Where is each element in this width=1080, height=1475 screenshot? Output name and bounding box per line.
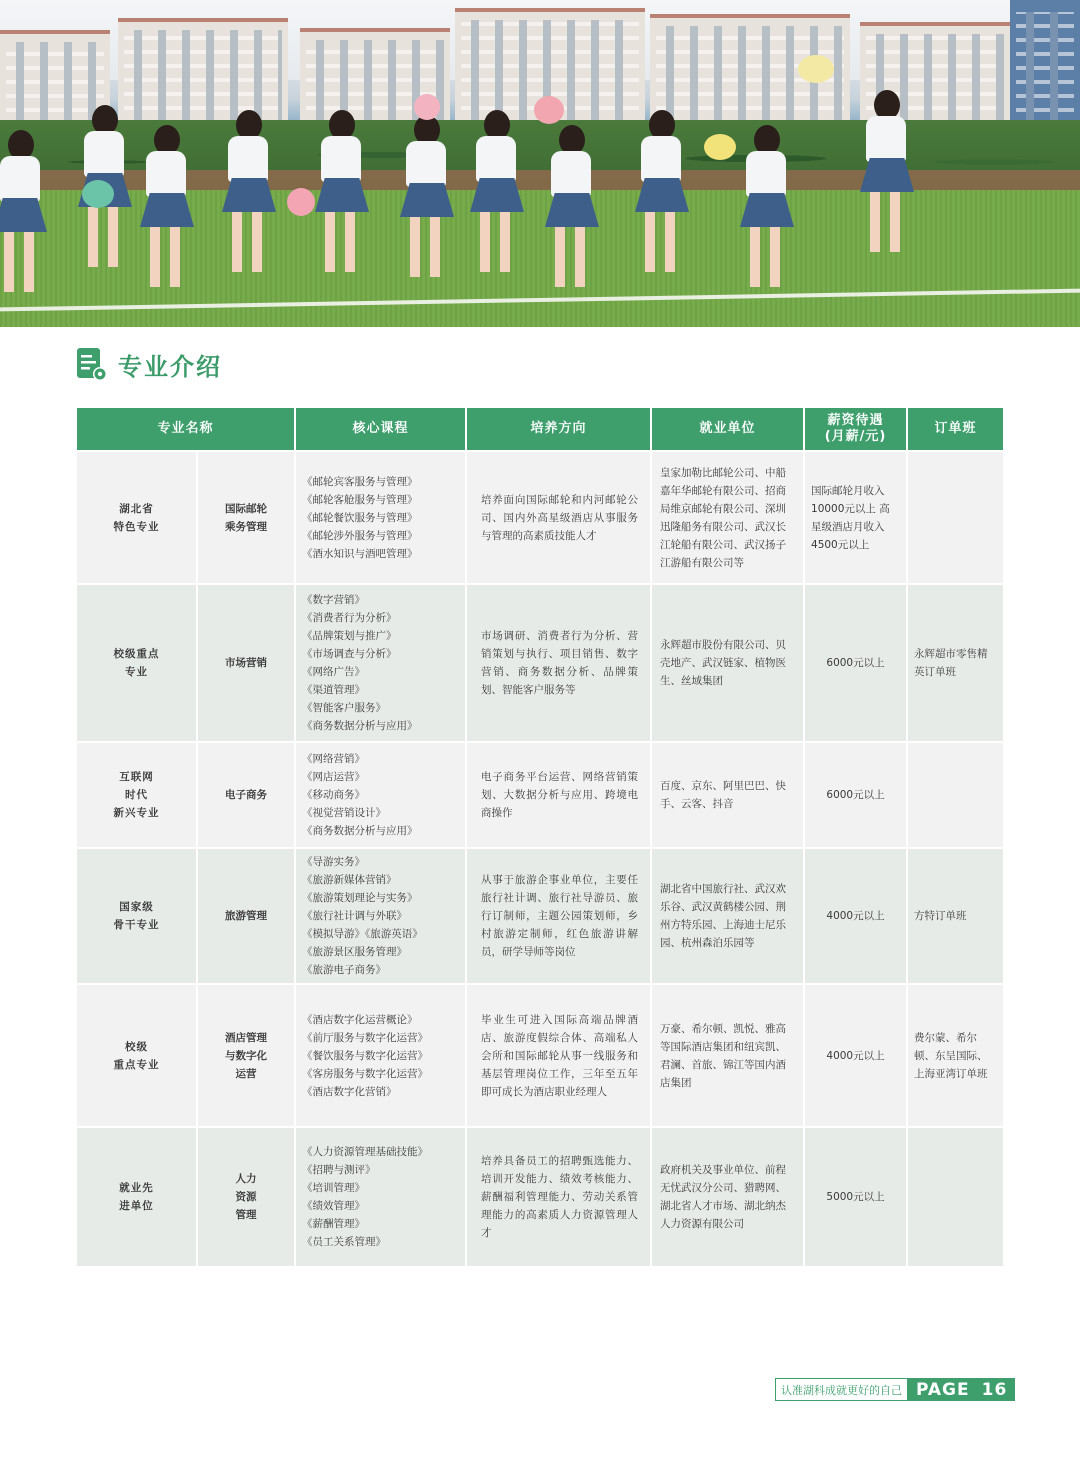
- direction-cell: 培养面向国际邮轮和内河邮轮公司、国内外高星级酒店从事服务与管理的高素质技能人才: [466, 451, 651, 584]
- major-name-line: 市场营销: [225, 657, 267, 669]
- table-row: [76, 584, 1004, 742]
- course-item: 《渠道管理》: [302, 684, 366, 696]
- category-line: 校级: [125, 1040, 148, 1053]
- table-row: [76, 848, 1004, 984]
- page-label: PAGE: [916, 1379, 970, 1400]
- order-class-cell: 费尔蒙、希尔顿、东呈国际、上海亚湾订单班: [907, 984, 1004, 1127]
- major-name-line: 运营: [235, 1067, 257, 1080]
- category-line: 重点专业: [113, 1058, 160, 1071]
- course-item: 《旅行社计调与外联》: [302, 910, 408, 922]
- course-item: 《培训管理》: [302, 1182, 366, 1194]
- category-cell: [76, 848, 197, 984]
- order-class-cell: [907, 1127, 1004, 1267]
- category-line: 国家级: [119, 901, 154, 913]
- major-name-cell: [197, 1127, 295, 1267]
- course-item: 《招聘与测评》: [302, 1164, 376, 1176]
- page-footer: [775, 1378, 1015, 1401]
- category-line: 骨干专业: [113, 919, 160, 931]
- course-item: 《模拟导游》《旅游英语》: [302, 928, 423, 940]
- major-name-line: 与数字化: [225, 1049, 267, 1062]
- category-cell: [76, 742, 197, 848]
- major-name-cell: [197, 451, 295, 584]
- header-training-direction: 培养方向: [466, 407, 651, 451]
- courses-cell: [295, 984, 466, 1127]
- course-item: 《酒店数字化营销》: [302, 1085, 397, 1098]
- header-employers: 就业单位: [651, 407, 804, 451]
- majors-table: [75, 406, 1005, 1268]
- major-name-cell: [197, 742, 295, 848]
- major-name-line: 人力: [235, 1173, 257, 1185]
- order-class-cell: [907, 742, 1004, 848]
- salary-cell: 4000元以上: [804, 848, 907, 984]
- major-name-line: 国际邮轮: [225, 502, 267, 515]
- salary-cell: 国际邮轮月收入10000元以上 高星级酒店月收入4500元以上: [804, 451, 907, 584]
- courses-cell: [295, 584, 466, 742]
- category-line: 专业: [125, 666, 148, 678]
- course-item: 《员工关系管理》: [302, 1236, 387, 1248]
- course-item: 《薪酬管理》: [302, 1218, 366, 1230]
- header-salary-line2: (月薪/元): [824, 429, 887, 444]
- major-name-cell: [197, 984, 295, 1127]
- category-line: 新兴专业: [113, 807, 160, 819]
- header-salary: [804, 407, 907, 451]
- courses-cell: [295, 742, 466, 848]
- order-class-cell: 永辉超市零售精英订单班: [907, 584, 1004, 742]
- course-item: 《人力资源管理基础技能》: [302, 1146, 429, 1158]
- course-item: 《邮轮涉外服务与管理》: [302, 529, 418, 542]
- course-item: 《网店运营》: [302, 771, 366, 783]
- section-heading: [76, 344, 222, 384]
- header-core-courses: 核心课程: [295, 407, 466, 451]
- header-order-class: 订单班: [907, 407, 1004, 451]
- course-item: 《前厅服务与数字化运营》: [302, 1031, 429, 1044]
- course-item: 《餐饮服务与数字化运营》: [302, 1049, 429, 1062]
- courses-cell: [295, 451, 466, 584]
- major-name-cell: [197, 848, 295, 984]
- page-number: 16: [981, 1379, 1008, 1400]
- category-line: 互联网: [119, 771, 154, 783]
- page-number-badge: [908, 1378, 1015, 1401]
- hero-photo: [0, 0, 1080, 327]
- category-cell: [76, 451, 197, 584]
- major-name-line: 管理: [235, 1209, 257, 1221]
- table-row: [76, 451, 1004, 584]
- salary-cell: 6000元以上: [804, 584, 907, 742]
- course-item: 《智能客户服务》: [302, 702, 387, 714]
- category-line: 特色专业: [113, 520, 160, 533]
- employers-cell: 万豪、希尔顿、凯悦、雅高等国际酒店集团和纽宾凯、君澜、首旅、锦江等国内酒店集团: [651, 984, 804, 1127]
- course-item: 《商务数据分析与应用》: [302, 720, 418, 732]
- course-item: 《酒水知识与酒吧管理》: [302, 547, 418, 560]
- course-item: 《旅游景区服务管理》: [302, 946, 408, 958]
- direction-cell: 电子商务平台运营、网络营销策划、大数据分析与应用、跨境电商操作: [466, 742, 651, 848]
- header-major-name: 专业名称: [76, 407, 295, 451]
- category-cell: [76, 584, 197, 742]
- table-row: [76, 984, 1004, 1127]
- direction-cell: 市场调研、消费者行为分析、营销策划与执行、项目销售、数字营销、商务数据分析、品牌策划、智能客户服务等: [466, 584, 651, 742]
- order-class-cell: [907, 451, 1004, 584]
- document-icon: [76, 347, 106, 381]
- employers-cell: 政府机关及事业单位、前程无忧武汉分公司、猎聘网、湖北省人才市场、湖北纳杰人力资源有限公司: [651, 1127, 804, 1267]
- employers-cell: 湖北省中国旅行社、武汉欢乐谷、武汉黄鹤楼公园、荆州方特乐园、上海迪士尼乐园、杭州森泊乐园等: [651, 848, 804, 984]
- category-line: 进单位: [119, 1200, 154, 1212]
- course-item: 《市场调查与分析》: [302, 648, 397, 660]
- course-item: 《客房服务与数字化运营》: [302, 1067, 429, 1080]
- course-item: 《绩效管理》: [302, 1200, 366, 1212]
- category-line: 就业先: [119, 1182, 154, 1194]
- course-item: 《旅游新媒体营销》: [302, 874, 397, 886]
- direction-cell: 从事于旅游企事业单位，主要任旅行社计调、旅行社导游员、旅行订制师，主题公园策划师，乡村旅游定制师，红色旅游讲解员，研学导师等岗位: [466, 848, 651, 984]
- table-row: [76, 1127, 1004, 1267]
- employers-cell: 皇家加勒比邮轮公司、中船嘉年华邮轮有限公司、招商局维京邮轮有限公司、深圳迅隆船务有限公司、武汉长江轮船有限公司、武汉扬子江游船有限公司等: [651, 451, 804, 584]
- course-item: 《消费者行为分析》: [302, 612, 397, 624]
- footer-slogan: 认准湖科成就更好的自己: [775, 1378, 908, 1401]
- employers-cell: 百度、京东、阿里巴巴、快手、云客、抖音: [651, 742, 804, 848]
- header-salary-line1: 薪资待遇: [827, 413, 884, 428]
- course-item: 《导游实务》: [302, 856, 366, 868]
- course-item: 《视觉营销设计》: [302, 807, 387, 819]
- order-class-cell: 方特订单班: [907, 848, 1004, 984]
- courses-cell: [295, 848, 466, 984]
- salary-cell: 5000元以上: [804, 1127, 907, 1267]
- category-line: 时代: [125, 789, 148, 801]
- direction-cell: 毕业生可进入国际高端品牌酒店、旅游度假综合体、高端私人会所和国际邮轮从事一线服务和基层管理岗位工作，三年至五年即可成长为酒店职业经理人: [466, 984, 651, 1127]
- category-cell: [76, 984, 197, 1127]
- course-item: 《品牌策划与推广》: [302, 630, 397, 642]
- major-name-line: 资源: [235, 1191, 257, 1203]
- course-item: 《邮轮餐饮服务与管理》: [302, 511, 418, 524]
- direction-cell: 培养具备员工的招聘甄选能力、培训开发能力、绩效考核能力、薪酬福利管理能力、劳动关系管理能力的高素质人力资源管理人才: [466, 1127, 651, 1267]
- course-item: 《旅游电子商务》: [302, 964, 387, 976]
- table-header-row: [76, 407, 1004, 451]
- salary-cell: 4000元以上: [804, 984, 907, 1127]
- category-cell: [76, 1127, 197, 1267]
- course-item: 《酒店数字化运营概论》: [302, 1013, 418, 1026]
- major-name-line: 电子商务: [225, 789, 267, 801]
- course-item: 《移动商务》: [302, 789, 366, 801]
- major-name-line: 乘务管理: [225, 520, 267, 533]
- course-item: 《邮轮宾客服务与管理》: [302, 475, 418, 488]
- course-item: 《网络广告》: [302, 666, 366, 678]
- major-name-line: 酒店管理: [225, 1031, 267, 1044]
- course-item: 《数字营销》: [302, 594, 366, 606]
- table-row: [76, 742, 1004, 848]
- employers-cell: 永辉超市股份有限公司、贝壳地产、武汉链家、植物医生、丝域集团: [651, 584, 804, 742]
- course-item: 《网络营销》: [302, 753, 366, 765]
- category-line: 校级重点: [113, 648, 160, 660]
- course-item: 《旅游策划理论与实务》: [302, 892, 418, 904]
- courses-cell: [295, 1127, 466, 1267]
- salary-cell: 6000元以上: [804, 742, 907, 848]
- major-name-line: 旅游管理: [225, 910, 267, 922]
- section-title: 专业介绍: [118, 352, 222, 381]
- category-line: 湖北省: [119, 502, 154, 515]
- course-item: 《商务数据分析与应用》: [302, 825, 418, 837]
- course-item: 《邮轮客舱服务与管理》: [302, 493, 418, 506]
- major-name-cell: [197, 584, 295, 742]
